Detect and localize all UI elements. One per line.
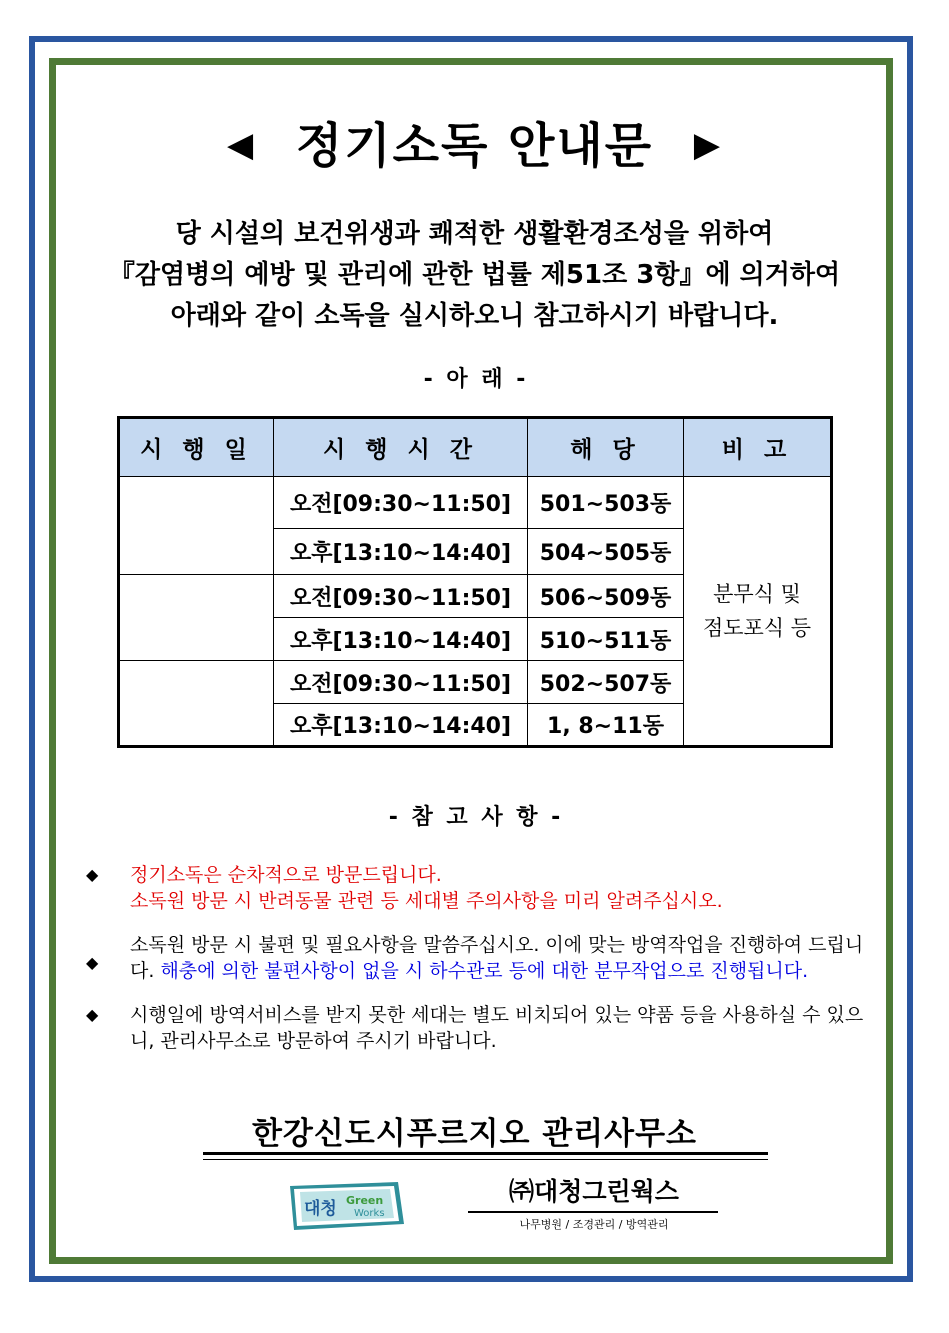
remark-cell <box>684 477 832 747</box>
area-cell: 510~511동 <box>528 618 684 661</box>
diamond-bullet-icon: ◆ <box>86 1005 99 1024</box>
area-cell: 1, 8~11동 <box>528 704 684 747</box>
note-text-black: 소독원 방문 시 불편 및 필요사항을 말씀주십시오. 이에 맞는 방역작업을 진행하여 드립니다. <box>130 934 864 982</box>
header-remark: 비 고 <box>684 418 832 477</box>
company-services: 나무병원 / 조경관리 / 방역관리 <box>519 1218 669 1231</box>
area-cell: 504~505동 <box>528 529 684 575</box>
intro-line: 아래와 같이 소독을 실시하오니 참고하시기 바랍니다. <box>170 301 779 331</box>
time-cell: 오전[09:30~11:50] <box>274 661 528 704</box>
schedule-table <box>117 416 833 748</box>
office-name: 한강신도시푸르지오 관리사무소 <box>251 1116 698 1152</box>
intro-line: 『감염병의 예방 및 관리에 관한 법률 제51조 3항』에 의거하여 <box>108 260 841 290</box>
company-name: ㈜대청그린웍스 <box>509 1177 679 1206</box>
note-text: 정기소독은 순차적으로 방문드립니다. <box>130 864 442 886</box>
note-text: 소독원 방문 시 반려동물 관련 등 세대별 주의사항을 미리 알려주십시오. <box>130 890 723 912</box>
intro-paragraph <box>0 214 949 337</box>
area-cell: 501~503동 <box>528 477 684 529</box>
time-cell: 오후[13:10~14:40] <box>274 704 528 747</box>
header-date: 시 행 일 <box>119 418 274 477</box>
diamond-bullet-icon: ◆ <box>86 865 99 884</box>
remark-line: 점도포식 등 <box>702 616 812 640</box>
logo-korean: 대청 <box>304 1199 337 1219</box>
left-triangle-icon: ◀ <box>226 125 256 165</box>
notes-list <box>86 862 866 1072</box>
header-time: 시 행 시 간 <box>274 418 528 477</box>
note-item <box>86 862 866 914</box>
note-item <box>86 1002 866 1054</box>
title-text: 정기소독 안내문 <box>295 118 654 174</box>
company-logo <box>286 1180 406 1232</box>
time-cell: 오후[13:10~14:40] <box>274 529 528 575</box>
right-triangle-icon: ▶ <box>693 125 723 165</box>
table-row <box>119 477 832 529</box>
diamond-bullet-icon: ◆ <box>86 953 99 972</box>
area-cell: 502~507동 <box>528 661 684 704</box>
page-title <box>0 116 949 179</box>
note-text-blue: 해충에 의한 불편사항이 없을 시 하수관로 등에 대한 분무작업으로 진행됩니다. <box>160 960 809 982</box>
area-cell: 506~509동 <box>528 575 684 618</box>
note-item <box>86 932 866 984</box>
date-cell <box>119 575 274 661</box>
table-header-row <box>119 418 832 477</box>
logo-green: Green <box>346 1194 384 1207</box>
section-heading-notes: - 참 고 사 항 - <box>388 805 561 830</box>
time-cell: 오전[09:30~11:50] <box>274 575 528 618</box>
note-text <box>130 932 866 984</box>
office-underline-thin <box>203 1159 768 1160</box>
intro-line: 당 시설의 보건위생과 쾌적한 생활환경조성을 위하여 <box>175 219 774 249</box>
time-cell: 오후[13:10~14:40] <box>274 618 528 661</box>
section-heading-below: - 아 래 - <box>423 367 526 392</box>
date-cell <box>119 661 274 747</box>
office-underline <box>203 1152 768 1155</box>
time-cell: 오전[09:30~11:50] <box>274 477 528 529</box>
date-cell <box>119 477 274 575</box>
logo-works: Works <box>354 1208 385 1219</box>
header-area: 해 당 <box>528 418 684 477</box>
remark-line: 분무식 및 <box>713 582 801 606</box>
company-underline <box>468 1211 718 1213</box>
note-text: 시행일에 방역서비스를 받지 못한 세대는 별도 비치되어 있는 약품 등을 사용하실 수 있으니, 관리사무소로 방문하여 주시기 바랍니다. <box>130 1004 864 1052</box>
